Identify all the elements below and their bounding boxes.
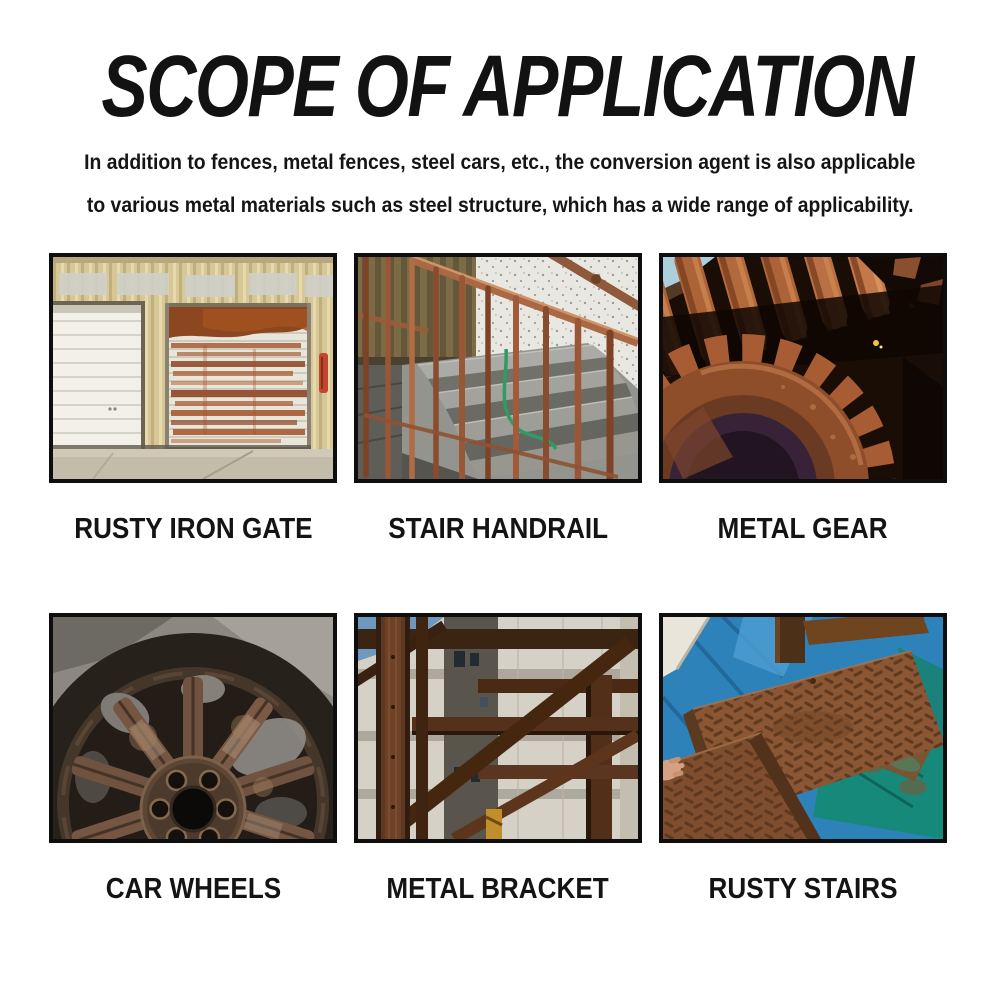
application-grid: [49, 253, 947, 907]
application-item-metal-bracket: [354, 613, 642, 907]
stair-handrail-illustration: [358, 257, 638, 479]
application-caption: RUSTY STAIRS: [708, 873, 898, 905]
rusty-stairs-photo: [659, 613, 947, 843]
rusty-stairs-illustration: [663, 617, 943, 839]
car-wheels-illustration: [53, 617, 333, 839]
application-item-stair-handrail: [354, 253, 642, 547]
application-item-rusty-stairs: [659, 613, 947, 907]
application-caption: STAIR HANDRAIL: [388, 513, 608, 545]
page-subtitle: [0, 142, 1000, 228]
metal-bracket-photo: [354, 613, 642, 843]
application-caption: METAL BRACKET: [386, 873, 610, 905]
metal-bracket-illustration: [358, 617, 638, 839]
application-caption: CAR WHEELS: [105, 873, 281, 905]
application-item-rusty-iron-gate: [49, 253, 337, 547]
metal-gear-photo: [659, 253, 947, 483]
application-item-metal-gear: [659, 253, 947, 547]
rusty-iron-gate-illustration: [53, 257, 333, 479]
car-wheels-photo: [49, 613, 337, 843]
metal-gear-illustration: [663, 257, 943, 479]
application-caption: METAL GEAR: [717, 513, 889, 545]
stair-handrail-photo: [354, 253, 642, 483]
subtitle-line-2: to various metal materials such as steel structure, which has a wide range of applicability.: [86, 193, 914, 217]
rusty-iron-gate-photo: [49, 253, 337, 483]
subtitle-line-1: In addition to fences, metal fences, steel cars, etc., the conversion agent is also applicable: [84, 150, 916, 174]
application-caption: RUSTY IRON GATE: [73, 513, 313, 545]
page-title-text: SCOPE OF APPLICATION: [101, 38, 913, 135]
application-item-car-wheels: [49, 613, 337, 907]
